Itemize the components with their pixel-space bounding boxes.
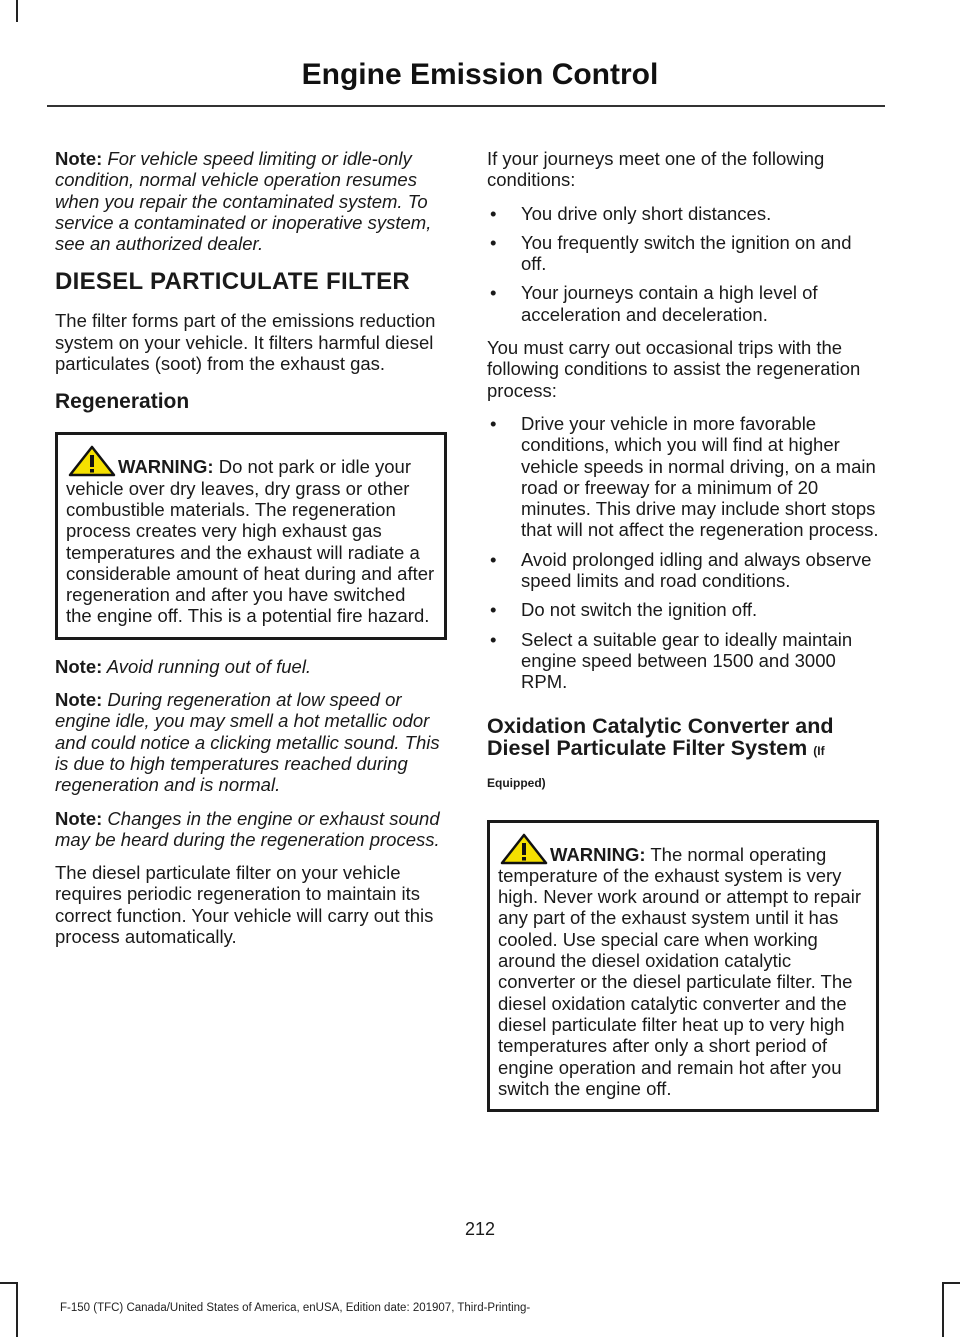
list-item: • Drive your vehicle in more favorable conditions, which you will find at higher vehicle speeds in normal driving, on a main road or freeway for a minimum of 20 minutes. This drive may include short stops that will not affect the regeneration process.	[490, 412, 879, 541]
occasional-trips-paragraph: You must carry out occasional trips with the following conditions to assist the regeneration process:	[487, 337, 861, 401]
crop-mark	[0, 1282, 18, 1284]
page-title: Engine Emission Control	[301, 58, 659, 91]
note-fuel: Note: Avoid running out of fuel.	[55, 655, 312, 677]
journey-conditions-intro: If your journeys meet one of the following conditions:	[487, 148, 825, 191]
section-title: DIESEL PARTICULATE FILTER	[55, 268, 411, 296]
filter-intro-paragraph: The filter forms part of the emissions reduction system on your vehicle. It filters harmful diesel particulates (soot) from the exhaust gas.	[55, 310, 436, 375]
list-item: • Avoid prolonged idling and always observe speed limits and road conditions.	[490, 548, 872, 592]
left-column	[55, 148, 447, 959]
list-item: • You frequently switch the ignition on and off.	[490, 231, 852, 275]
list-item: • Select a suitable gear to ideally maintain engine speed between 1500 and 3000 RPM.	[490, 628, 853, 693]
list-item: • You drive only short distances.	[490, 202, 772, 224]
crop-mark	[16, 1282, 18, 1337]
header-divider	[47, 105, 885, 107]
note-engine-sound: Note: Changes in the engine or exhaust sound may be heard during the regeneration process.	[55, 807, 440, 850]
warning-triangle-icon	[66, 445, 118, 477]
regeneration-heading: Regeneration	[55, 390, 190, 414]
footer-edition-info: F-150 (TFC) Canada/United States of America, enUSA, Edition date: 201907, Third-Printing-	[60, 1302, 531, 1314]
right-column	[487, 148, 879, 1128]
warning-triangle-icon	[498, 833, 550, 865]
warning-box-exhaust: WARNING: The normal operating temperature of the exhaust system is very high. Never work around or attempt to repair any part of the exhaust system until it has cooled. Use special care when working around the diesel oxidation catalytic converter or the diesel particulate filter. The diesel oxidation catalytic converter and the diesel particulate filter heat up to very high temperatures after only a short period of engine operation and remain hot after you switch the engine off.	[487, 820, 879, 1113]
note-metallic-odor: Note: During regeneration at low speed or engine idle, you may smell a hot metallic odor and could notice a clicking metallic sound. This is due to high temperatures reached during regeneration and is normal.	[55, 689, 440, 796]
crop-mark	[16, 0, 18, 22]
journey-conditions-list	[487, 203, 879, 325]
warning-box-regeneration: WARNING: Do not park or idle your vehicle over dry leaves, dry grass or other combustible materials. The regeneration process creates very high exhaust gas temperatures and the exhaust will radiate a considerable amount of heat during and after regeneration and after you have switched the engine off. This is a potential fire hazard.	[55, 432, 447, 639]
page-number: 212	[464, 1219, 496, 1239]
crop-mark	[942, 1282, 960, 1284]
list-item: • Your journeys contain a high level of acceleration and deceleration.	[490, 282, 818, 325]
trip-conditions-list	[487, 413, 879, 693]
note-contaminated-system: Note: For vehicle speed limiting or idle-only condition, normal vehicle operation resumes when you repair the contaminated system. To service a contaminated or inoperative system, see an authorized dealer.	[55, 148, 432, 255]
crop-mark	[942, 1282, 944, 1337]
oxidation-converter-heading: Oxidation Catalytic Converter and Diesel Particulate Filter System (If Equipped)	[487, 713, 834, 790]
list-item: • Do not switch the ignition off.	[490, 599, 758, 621]
regeneration-paragraph: The diesel particulate filter on your vehicle requires periodic regeneration to maintain its correct function. Your vehicle will carry out this process automatically.	[55, 862, 434, 948]
